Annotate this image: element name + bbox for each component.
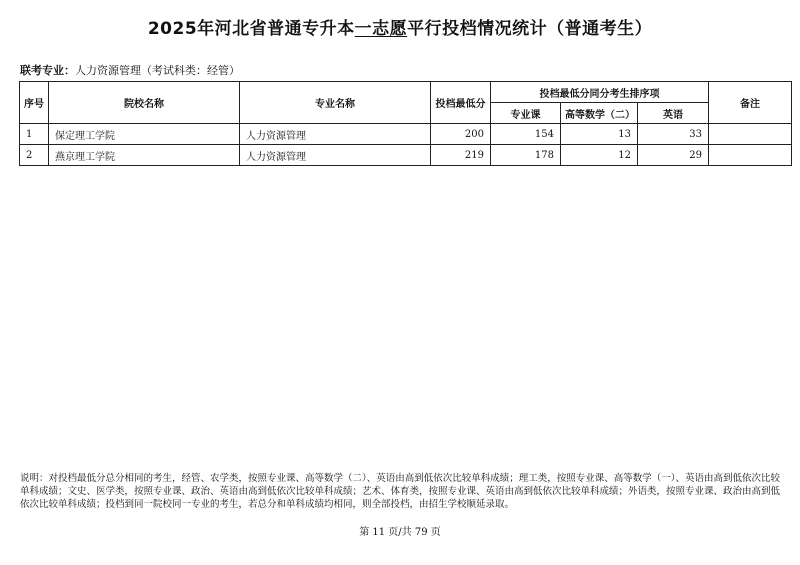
cell-major: 人力资源管理: [240, 145, 431, 166]
header-major: 专业名称: [240, 82, 431, 124]
cell-english: 33: [638, 124, 709, 145]
cell-advanced-math: 13: [561, 124, 638, 145]
footnote: 说明：对投档最低分总分相同的考生，经管、农学类，按照专业课、高等数学（二）、英语由高到低依次比较单科成绩；理工类，按照专业课、高等数学（一）、英语由高到低依次比较单科成绩；文史、医学类，按照专业课、政治、英语由高到低依次比较单科成绩；艺术、体育类，按照专业课、英语由高到低依次比较单科成绩；外语类，按照专业课、政治由高到低依次比较单科成绩；投档到同一院校同一专业的考生，若总分和单科成绩均相同，则全部投档，由招生学校顺延录取。: [20, 473, 781, 510]
cell-school: 燕京理工学院: [49, 145, 240, 166]
page-number: 第 11 页/共 79 页: [359, 527, 441, 538]
cell-remark: [709, 124, 792, 145]
cell-specialty-course: 154: [491, 124, 561, 145]
cell-advanced-math: 12: [561, 145, 638, 166]
page-title: [0, 14, 800, 39]
exam-major-value: 人力资源管理（考试科类：经管）: [75, 64, 240, 77]
exam-major: [20, 62, 240, 78]
cell-english: 29: [638, 145, 709, 166]
header-tiebreak-group: 投档最低分同分考生排序项: [491, 82, 709, 103]
header-advanced-math: 高等数学（二）: [561, 103, 638, 124]
cell-min-score: 200: [431, 124, 491, 145]
cell-no: 2: [20, 145, 49, 166]
cell-school: 保定理工学院: [49, 124, 240, 145]
title-underlined-part: 一志愿: [354, 19, 408, 39]
cell-major: 人力资源管理: [240, 124, 431, 145]
admission-table: [19, 81, 792, 166]
cell-specialty-course: 178: [491, 145, 561, 166]
table-row: [20, 124, 792, 145]
exam-major-label: 联考专业：: [20, 64, 75, 77]
header-school: 院校名称: [49, 82, 240, 124]
title-part: 2025年河北省普通专升本: [147, 19, 355, 39]
cell-min-score: 219: [431, 145, 491, 166]
header-english: 英语: [638, 103, 709, 124]
header-min-score: 投档最低分: [431, 82, 491, 124]
header-remark: 备注: [709, 82, 792, 124]
title-part: 平行投档情况统计（普通考生）: [407, 19, 653, 39]
table-row: [20, 145, 792, 166]
cell-remark: [709, 145, 792, 166]
header-specialty-course: 专业课: [491, 103, 561, 124]
cell-no: 1: [20, 124, 49, 145]
header-no: 序号: [20, 82, 49, 124]
